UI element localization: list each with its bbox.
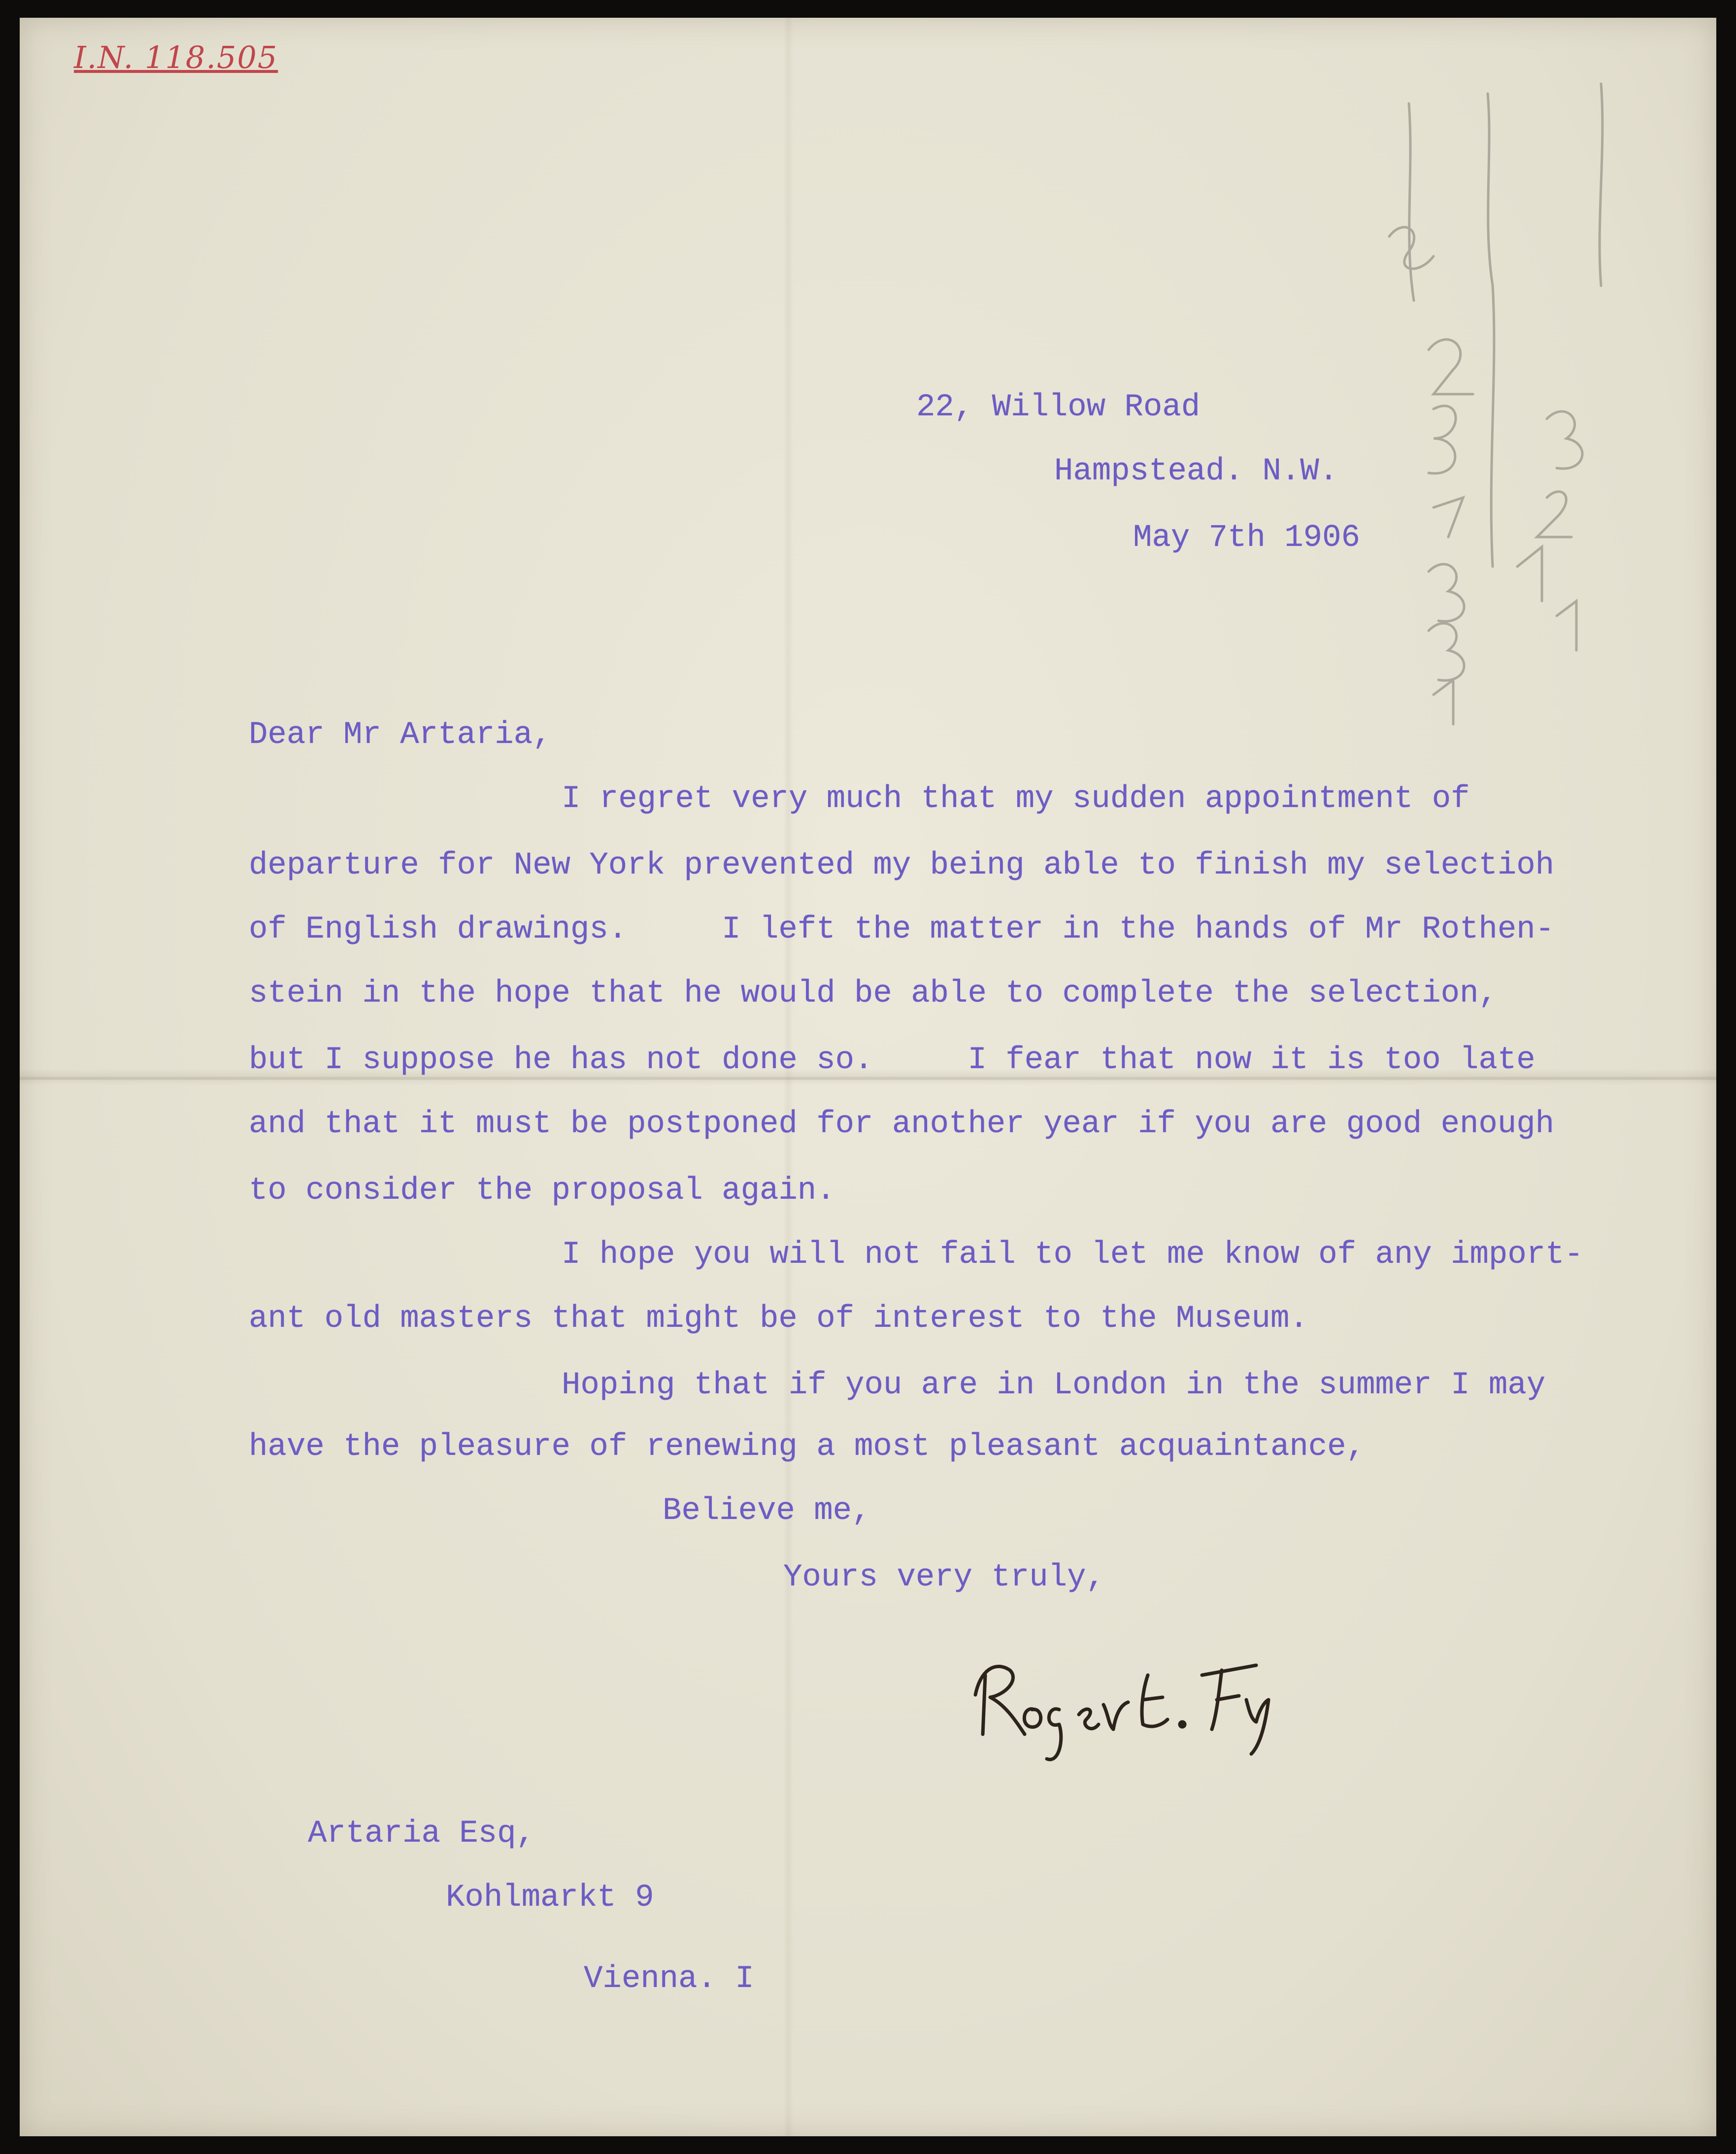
body-line: I regret very much that my sudden appointment of (562, 781, 1470, 817)
body-line: and that it must be postponed for another year if you are good enough (249, 1107, 1555, 1142)
closing-line2: Yours very truly, (783, 1560, 1105, 1595)
body-line: have the pleasure of renewing a most pleasant acquaintance, (249, 1429, 1365, 1465)
handwritten-signature (966, 1636, 1301, 1764)
recipient-line2: Kohlmarkt 9 (446, 1880, 654, 1916)
sender-address-line1: 22, Willow Road (916, 390, 1201, 425)
salutation: Dear Mr Artaria, (249, 717, 552, 753)
inventory-number: I.N. 118.505 (74, 39, 278, 75)
pencil-annotations (1369, 74, 1645, 739)
sender-address-line2: Hampstead. N.W. (1054, 454, 1338, 489)
body-line: Hoping that if you are in London in the summer I may (562, 1368, 1546, 1403)
body-line: stein in the hope that he would be able to complete the selection, (249, 976, 1498, 1011)
body-line: I hope you will not fail to let me know of any import- (562, 1237, 1583, 1273)
body-line: of English drawings. I left the matter in the hands of Mr Rothen- (249, 912, 1555, 947)
letter-date: May 7th 1906 (1133, 520, 1360, 556)
body-line: ant old masters that might be of interest to the Museum. (249, 1301, 1308, 1337)
body-line: to consider the proposal again. (249, 1173, 835, 1209)
body-line: departure for New York prevented my being able to finish my selectioh (249, 848, 1555, 883)
recipient-line3: Vienna. I (584, 1961, 754, 1997)
closing-line1: Believe me, (663, 1493, 871, 1529)
body-line: but I suppose he has not done so. I fear that now it is too late (249, 1043, 1536, 1078)
recipient-line1: Artaria Esq, (308, 1816, 535, 1851)
